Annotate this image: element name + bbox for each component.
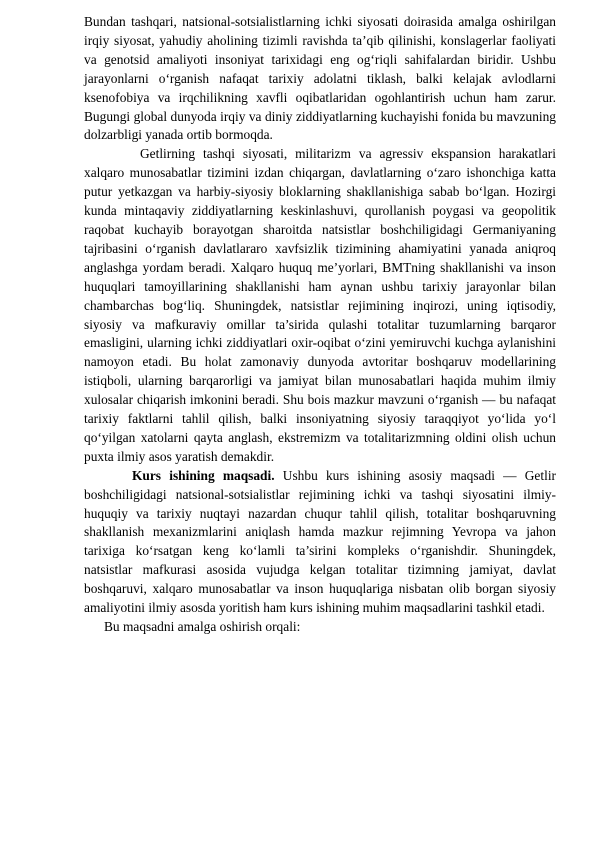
course-goal-text: Ushbu kurs ishining asosiy maqsadi — Getlir boshchiligidagi natsional-sotsialistlar rejimining ichki va tashqi siyosatini ilmiy-huquqiy va tarixiy nuqtayi nazardan chuqur tahlil qilish, totalitar boshqaruvning shakllanish mexanizmlarini aniqlash hamda mazkur rejimning Yevropa va jahon tarixiga ko‘rsatgan keng ko‘lamli ta’sirini kompleks o‘rganishdir. Shuningdek, natsistlar mafkurasi asosida vujudga kelgan totalitar tizimning jamiyat, davlat boshqaruvi, xalqaro munosabatlar va inson huquqlariga nisbatan olib borgan siyosiy amaliyotini ilmiy asosda yoritish ham kurs ishining muhim maqsadlarini tashkil etadi. [84, 467, 556, 616]
course-goal-heading: Kurs ishining maqsadi. [132, 467, 275, 483]
paragraph-goal-intro: Bu maqsadni amalga oshirish orqali: [104, 619, 301, 634]
paragraph-course-goal [84, 467, 556, 618]
paragraph-foreign-policy: Getlirning tashqi siyosati, militarizm va agressiv ekspansion harakatlari xalqaro munosabatlar tizimini izdan chiqargan, davlatlarning o‘zaro ishonchiga katta putur yetkazgan va harbiy-siyosiy bloklarning shakllanishiga sabab bo‘lgan. Hozirgi kunda mintaqaviy ziddiyatlarning keskinlashuvi, qurollanish poygasi va geopolitik raqobat kuchayib borayotgan sharoitda natsistlar boshchiligidagi Germaniyaning tajribasini o‘rganish davlatlararo xavfsizlik tizimining ahamiyatini yanada aniqroq anglashga yordam beradi. Xalqaro huquq me’yorlari, BMTning shakllanishi va inson huquqlari tamoyillarining shakllanishi ham aynan ushbu tarixiy jarayonlar bilan chambarchas bog‘liq. Shuningdek, natsistlar rejimining inqirozi, uning iqtisodiy, siyosiy va mafkuraviy omillar ta’sirida qulashi totalitar tuzumlarning barqaror emasligini, ularning ichki ziddiyatlari oxir-oqibat o‘zini yemiruvchi kuchga aylanishini namoyon etadi. Bu holat zamonaviy dunyoda avtoritar boshqaruv modellarining istiqboli, ularning barqarorligi va jamiyat bilan munosabatlari haqida muhim ilmiy xulosalar chiqarish imkonini beradi. Shu bois mazkur mavzuni o‘rganish — bu nafaqat tarixiy faktlarni tahlil qilish, balki insoniyatning siyosiy taraqqiyot yo‘lida yo‘l qo‘yilgan xatolarni qayta anglash, ekstremizm va totalitarizmning oldini olish uchun puxta ilmiy asos yaratish demakdir. [84, 146, 556, 464]
paragraph-racial-policy: Bundan tashqari, natsional-sotsialistlarning ichki siyosati doirasida amalga oshirilgan irqiy siyosat, yahudiy aholining tizimli ravishda ta’qib qilinishi, konslagerlar faoliyati va genotsid amaliyoti insoniyat tarixidagi eng og‘riqli sahifalardan biridir. Ushbu jarayonlarni o‘rganish nafaqat tarixiy adolatni tiklash, balki kelajak avlodlarni ksenofobiya va irqchilikning xavfli oqibatlaridan ogohlantirish uchun ham zarur. Bugungi global dunyoda irqiy va diniy ziddiyatlarning kuchayishi fonida bu mavzuning dolzarbligi yanada ortib bormoqda. [84, 14, 556, 143]
document-page [84, 13, 556, 637]
